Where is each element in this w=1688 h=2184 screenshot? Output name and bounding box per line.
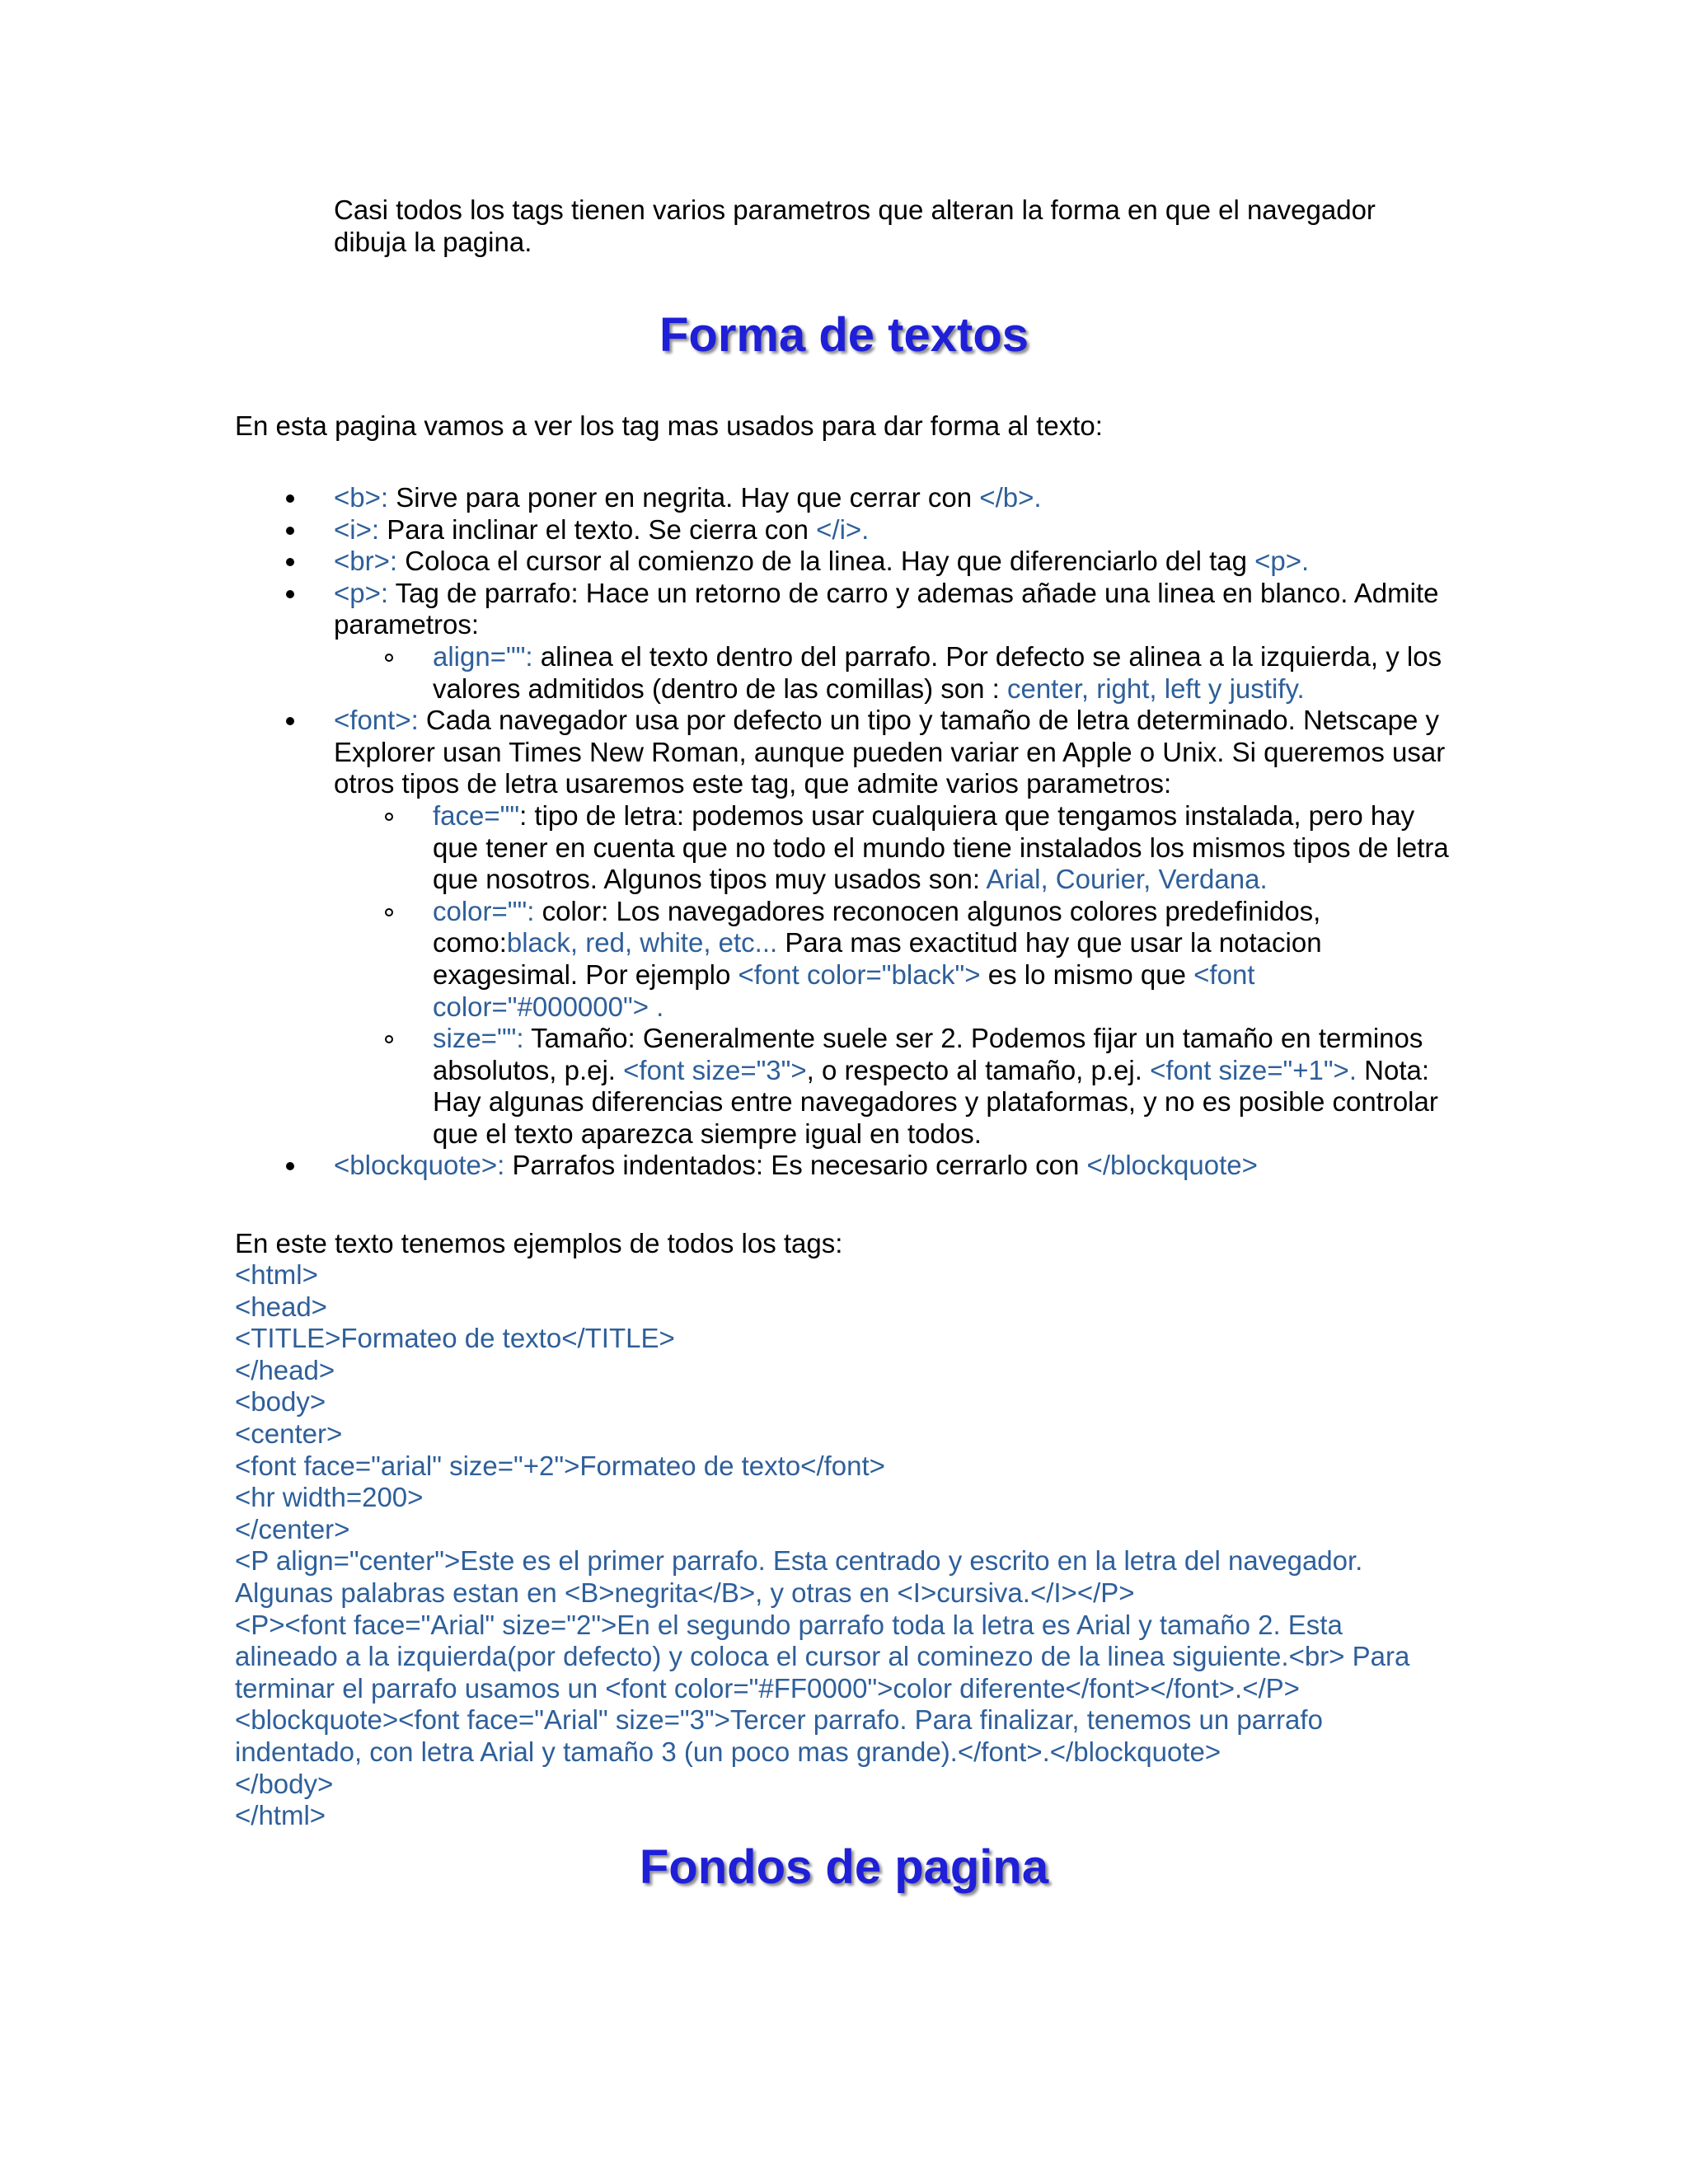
code-line: <body> bbox=[235, 1386, 326, 1418]
param-description: es lo mismo que bbox=[980, 958, 1194, 990]
code-line: </head> bbox=[235, 1354, 335, 1385]
param-name: face="" bbox=[433, 799, 520, 831]
tag-description: Cada navegador usa por defecto un tipo y tamaño de letra determinado. Netscape y Explorer usan Times New Roman, aunque pueden variar en Apple o Unix. Si queremos usar otros tipos de letra usaremos este tag, que admite varios parametros: bbox=[334, 705, 1446, 799]
code-line: <head> bbox=[235, 1291, 327, 1322]
list-item-color bbox=[334, 896, 1455, 1023]
code-line: <html> bbox=[235, 1259, 318, 1290]
list-item-blockquote bbox=[235, 1150, 1455, 1182]
code-line: </center> bbox=[235, 1513, 350, 1544]
code-line: <center> bbox=[235, 1418, 343, 1449]
font-params-list bbox=[334, 800, 1455, 1151]
tag-name: <font>: bbox=[334, 705, 419, 736]
tag-description: Tag de parrafo: Hace un retorno de carro y ademas añade una linea en blanco. Admite parametros: bbox=[334, 577, 1439, 640]
list-item-i bbox=[235, 514, 1455, 546]
list-item-br bbox=[235, 546, 1455, 578]
param-description: color: Los navegadores reconocen algunos colores predefinidos, como: bbox=[433, 895, 1321, 958]
p-params-list bbox=[334, 641, 1455, 705]
heading-forma-de-textos: Forma de textos bbox=[659, 308, 1029, 362]
param-example: <font size="+1">. bbox=[1150, 1054, 1357, 1085]
param-example: <font size="3"> bbox=[623, 1054, 807, 1085]
tag-close: </b>. bbox=[979, 482, 1042, 513]
tag-name: <i>: bbox=[334, 513, 380, 545]
tag-name: <b>: bbox=[334, 482, 389, 513]
param-name: size="": bbox=[433, 1023, 524, 1054]
tag-name: <blockquote>: bbox=[334, 1150, 505, 1181]
tag-list bbox=[235, 482, 1455, 1182]
tag-description: Coloca el cursor al comienzo de la linea. Hay que diferenciarlo del tag bbox=[397, 546, 1255, 577]
param-name: color="": bbox=[433, 895, 535, 926]
param-values: Arial, Courier, Verdana. bbox=[986, 864, 1268, 895]
param-values: center, right, left y justify. bbox=[1006, 673, 1305, 704]
param-description: : tipo de letra: podemos usar cualquiera que tengamos instalada, pero hay que tener en cuenta que no todo el mundo tiene instalados los mismos tipos de letra que nosotros. Algunos tipos muy usados son: bbox=[433, 799, 1449, 895]
code-line: </body> bbox=[235, 1768, 334, 1799]
param-description: alinea el texto dentro del parrafo. Por defecto se alinea a la izquierda, y los valores admitidos (dentro de las comillas) son : bbox=[433, 640, 1442, 704]
examples-intro: En este texto tenemos ejemplos de todos los tags: bbox=[235, 1228, 843, 1258]
code-line: <blockquote><font face="Arial" size="3">Tercer parrafo. Para finalizar, tenemos un parrafo indentado, con letra Arial y tamaño 3 (un poco mas grande).</font>.</blockquote> bbox=[235, 1704, 1323, 1767]
list-item-align bbox=[334, 641, 1455, 705]
intro-paragraph: Casi todos los tags tienen varios parametros que alteran la forma en que el navegador dibuja la pagina. bbox=[334, 194, 1376, 257]
param-description: Tamaño: Generalmente suele ser 2. Podemos fijar un tamaño en terminos absolutos, p.ej. bbox=[433, 1023, 1423, 1085]
param-values: black, red, white, etc... bbox=[506, 927, 778, 958]
param-description: , o respecto al tamaño, p.ej. bbox=[806, 1054, 1151, 1085]
tag-description: Sirve para poner en negrita. Hay que cerrar con bbox=[388, 482, 980, 513]
list-item-size bbox=[334, 1023, 1455, 1150]
code-line: <P align="center">Este es el primer parrafo. Esta centrado y escrito en la letra del navegador. Algunas palabras estan en <B>negrita</B>, y otras en <I>cursiva.</I></P> bbox=[235, 1545, 1363, 1608]
param-description: Para mas exactitud hay que usar la notacion exagesimal. Por ejemplo bbox=[433, 927, 1322, 990]
code-example bbox=[235, 1259, 1438, 1832]
tag-close: </i>. bbox=[816, 513, 870, 545]
tag-close: </blockquote> bbox=[1086, 1150, 1258, 1181]
code-line: <TITLE>Formateo de texto</TITLE> bbox=[235, 1323, 675, 1354]
param-description: Nota: Hay algunas diferencias entre navegadores y plataformas, y no es posible controlar que el texto aparezca siempre igual en todos. bbox=[433, 1054, 1438, 1149]
list-item-b bbox=[235, 482, 1455, 514]
param-example: <font color="black"> bbox=[738, 958, 981, 990]
tag-description: Para inclinar el texto. Se cierra con bbox=[379, 513, 817, 545]
tag-close: <p>. bbox=[1254, 546, 1310, 577]
param-name: align="": bbox=[433, 640, 533, 672]
code-line: <hr width=200> bbox=[235, 1482, 424, 1513]
heading-fondos-de-pagina: Fondos de pagina bbox=[639, 1840, 1049, 1894]
param-example: <font color="#000000"> . bbox=[433, 958, 1255, 1022]
tag-name: <p>: bbox=[334, 577, 389, 608]
tag-name: <br>: bbox=[334, 546, 398, 577]
code-line: </html> bbox=[235, 1800, 326, 1831]
tag-description: Parrafos indentados: Es necesario cerrarlo con bbox=[504, 1150, 1087, 1181]
list-item-font bbox=[235, 705, 1455, 1150]
lead-paragraph: En esta pagina vamos a ver los tag mas usados para dar forma al texto: bbox=[235, 410, 1103, 441]
list-item-face bbox=[334, 800, 1455, 896]
code-line: <P><font face="Arial" size="2">En el segundo parrafo toda la letra es Arial y tamaño 2. Esta alineado a la izquierda(por defecto) y coloca el cursor al cominezo de la linea siguiente.<br> Para terminar el parrafo usamos un <font color="#FF0000">color diferente</font></font>.</P> bbox=[235, 1609, 1410, 1704]
code-line: <font face="arial" size="+2">Formateo de texto</font> bbox=[235, 1450, 885, 1481]
list-item-p bbox=[235, 578, 1455, 705]
